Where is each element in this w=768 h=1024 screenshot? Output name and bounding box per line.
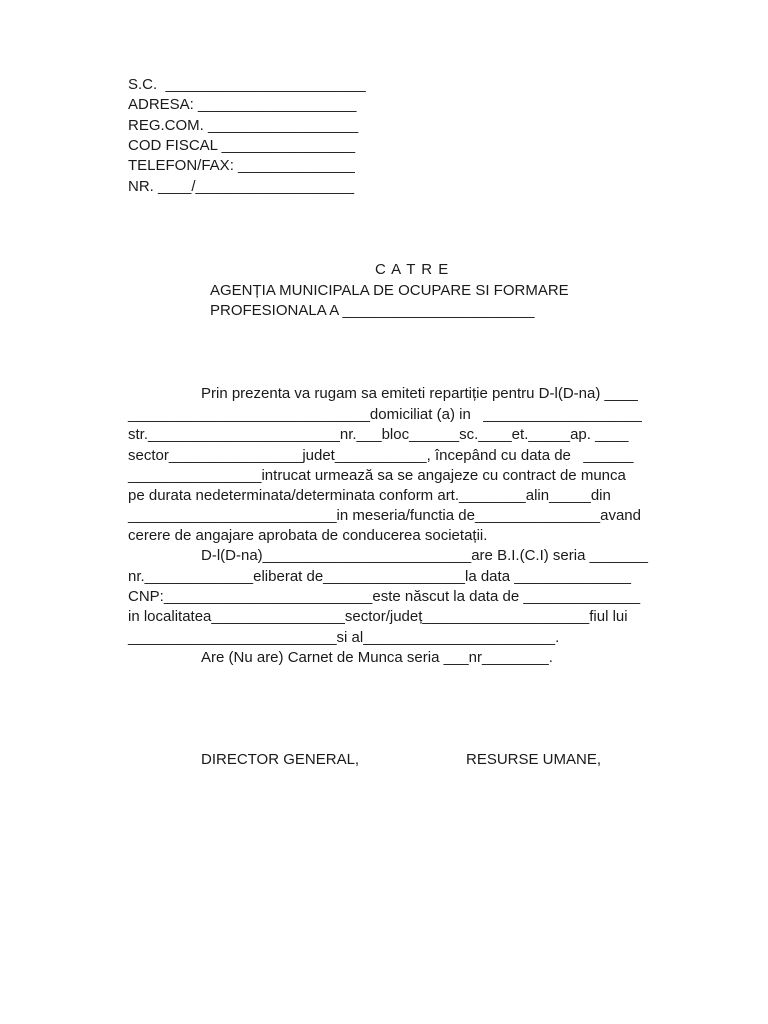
body-line: D-l(D-na)_________________________are B.I.(C.I) seria _______ xyxy=(201,547,648,564)
recipient-agency-line-1: AGENȚIA MUNICIPALA DE OCUPARE SI FORMARE xyxy=(210,282,569,299)
company-name-line: S.C. ________________________ xyxy=(128,76,366,93)
fiscal-code-line: COD FISCAL ________________ xyxy=(128,137,356,154)
body-line: _____________________________domiciliat (a) in ___________________ xyxy=(128,406,642,423)
body-line: nr._____________eliberat de_________________la data ______________ xyxy=(128,568,631,585)
phone-fax-line: TELEFON/FAX: ______________ xyxy=(128,157,355,174)
number-line: NR. ____/___________________ xyxy=(128,178,355,195)
recipient-catre: C A T R E xyxy=(375,261,450,278)
body-line: ________________intrucat urmează sa se angajeze cu contract de munca xyxy=(128,467,626,484)
body-line: pe durata nedeterminata/determinata conform art.________alin_____din xyxy=(128,487,611,504)
body-line: _________________________in meseria/functia de_______________avand xyxy=(128,507,641,524)
body-line: Are (Nu are) Carnet de Munca seria ___nr________. xyxy=(201,649,553,666)
director-signature-label: DIRECTOR GENERAL, xyxy=(201,751,360,768)
registration-line: REG.COM. __________________ xyxy=(128,117,359,134)
recipient-agency-line-2: PROFESIONALA A _______________________ xyxy=(210,302,535,319)
body-line: sector________________judet___________, începând cu data de ______ xyxy=(128,447,634,464)
body-line: str._______________________nr.___bloc______sc.____et._____ap. ____ xyxy=(128,426,629,443)
address-line: ADRESA: ___________________ xyxy=(128,96,357,113)
body-line: Prin prezenta va rugam sa emiteti repartiție pentru D-l(D-na) ____ xyxy=(201,385,638,402)
hr-signature-label: RESURSE UMANE, xyxy=(466,751,602,768)
body-line: in localitatea________________sector/județ____________________fiul lui xyxy=(128,608,628,625)
body-line: _________________________si al_______________________. xyxy=(128,629,560,646)
body-line: cerere de angajare aprobata de conducerea societații. xyxy=(128,527,488,544)
body-line: CNP:_________________________este născut la data de ______________ xyxy=(128,588,641,605)
